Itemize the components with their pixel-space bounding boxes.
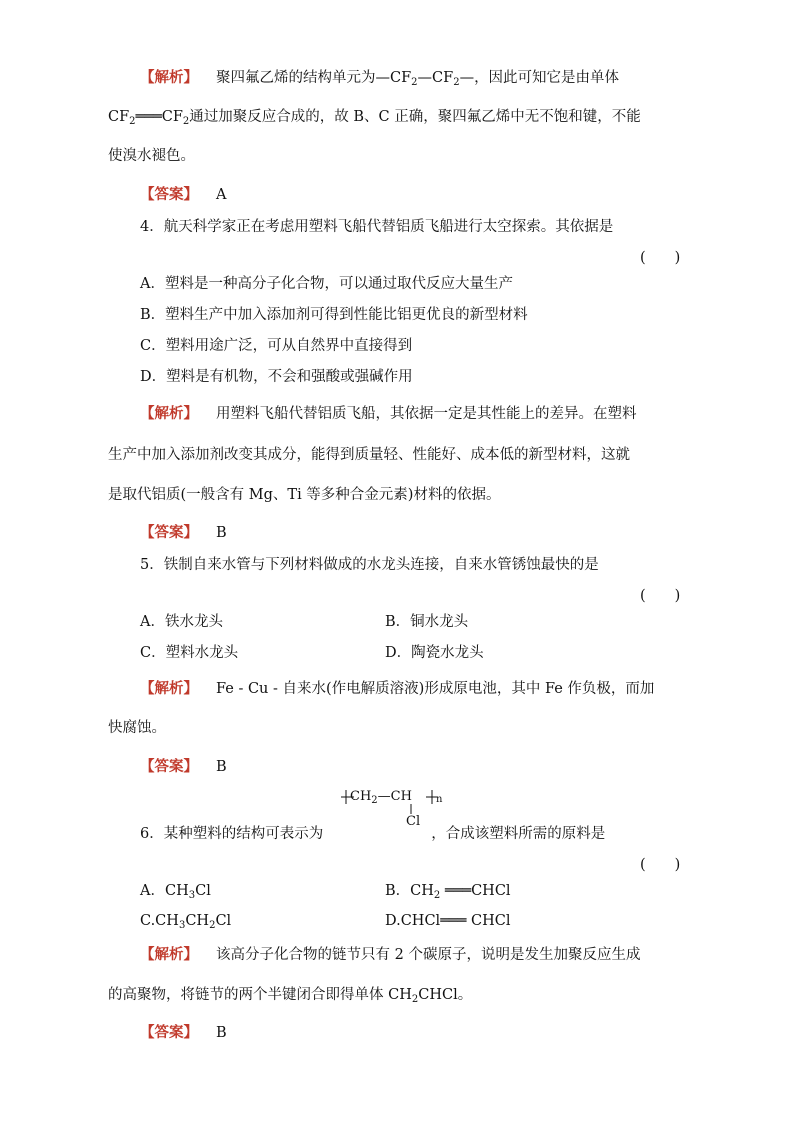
answer-tag: 【答案】 <box>140 1024 198 1041</box>
q5-option-c: C．塑料水龙头 <box>140 645 239 661</box>
q6-stem: 6．某种塑料的结构可表示为 ，合成该塑料所需的原料是 <box>140 826 606 842</box>
q3-analysis-line-2: $CF_2═══CF_2$通过加聚反应合成的，故 B、C 正确，聚四氟乙烯中无不饱和键，不能 <box>108 109 641 127</box>
answer-tag: 【答案】 <box>140 758 198 775</box>
q4-option-c: C．塑料用途广泛，可从自然界中直接得到 <box>140 338 413 354</box>
q6-option-a: A．$CH_3Cl$ <box>140 883 211 901</box>
q5-stem: 5．铁制自来水管与下列材料做成的水龙头连接，自来水管锈蚀最快的是 <box>140 557 599 573</box>
q4-analysis-line-2: 生产中加入添加剂改变其成分，能得到质量轻、性能好、成本低的新型材料，这就 <box>108 447 630 463</box>
q4-option-a: A．塑料是一种高分子化合物，可以通过取代反应大量生产 <box>140 276 513 292</box>
q6-analysis-line-1: 【解析】 该高分子化合物的链节只有 2 个碳原子，说明是发生加聚反应生成 <box>140 946 641 963</box>
q4-stem: 4．航天科学家正在考虑用塑料飞船代替铝质飞船进行太空探索。其依据是 <box>140 219 614 235</box>
q6-analysis-line-2: 的高聚物，将链节的两个半键闭合即得单体 $CH_2CHCl$。 <box>108 987 473 1005</box>
q5-analysis-line-1: 【解析】 Fe - Cu - 自来水(作电解质溶液)形成原电池，其中 Fe 作负极，而加 <box>140 680 655 697</box>
q5-option-a: A．铁水龙头 <box>140 614 223 630</box>
analysis-tag: 【解析】 <box>140 69 198 86</box>
q6-answer: 【答案】 B <box>140 1024 227 1041</box>
q5-answer: 【答案】 B <box>140 758 227 775</box>
q6-option-b: B．$CH_2$ ═══CHCl <box>385 883 511 901</box>
q3-analysis-line-1: 【解析】 聚四氟乙烯的结构单元为$—CF_2—CF_2—$，因此可知它是由单体 <box>140 69 620 88</box>
answer-tag: 【答案】 <box>140 186 198 203</box>
q4-analysis-line-1: 【解析】 用塑料飞船代替铝质飞船，其依据一定是其性能上的差异。在塑料 <box>140 405 637 422</box>
q6-option-d: D.CHCl═══ CHCl <box>385 913 511 929</box>
q5-answer-paren: ( ) <box>640 588 681 604</box>
q3-analysis-line-3: 使溴水褪色。 <box>108 148 195 164</box>
q4-analysis-line-3: 是取代铝质(一般含有 Mg、Ti 等多种合金元素)材料的依据。 <box>108 487 501 503</box>
q5-option-b: B．铜水龙头 <box>385 614 469 630</box>
analysis-tag: 【解析】 <box>140 946 198 963</box>
q5-analysis-line-2: 快腐蚀。 <box>108 720 166 736</box>
q4-answer: 【答案】 B <box>140 524 227 541</box>
q3-answer: 【答案】 A <box>140 186 227 203</box>
q6-option-c: $C.CH_3CH_2Cl$ <box>140 913 232 931</box>
q5-option-d: D．陶瓷水龙头 <box>385 645 484 661</box>
q4-option-d: D．塑料是有机物，不会和强酸或强碱作用 <box>140 369 413 385</box>
answer-tag: 【答案】 <box>140 524 198 541</box>
q6-answer-paren: ( ) <box>640 857 681 873</box>
analysis-tag: 【解析】 <box>140 680 198 697</box>
q4-answer-paren: ( ) <box>640 250 681 266</box>
q4-option-b: B．塑料生产中加入添加剂可得到性能比铝更优良的新型材料 <box>140 307 528 323</box>
analysis-tag: 【解析】 <box>140 405 198 422</box>
polymer-structure-formula: $CH_2—CH$ n Cl <box>340 786 460 836</box>
